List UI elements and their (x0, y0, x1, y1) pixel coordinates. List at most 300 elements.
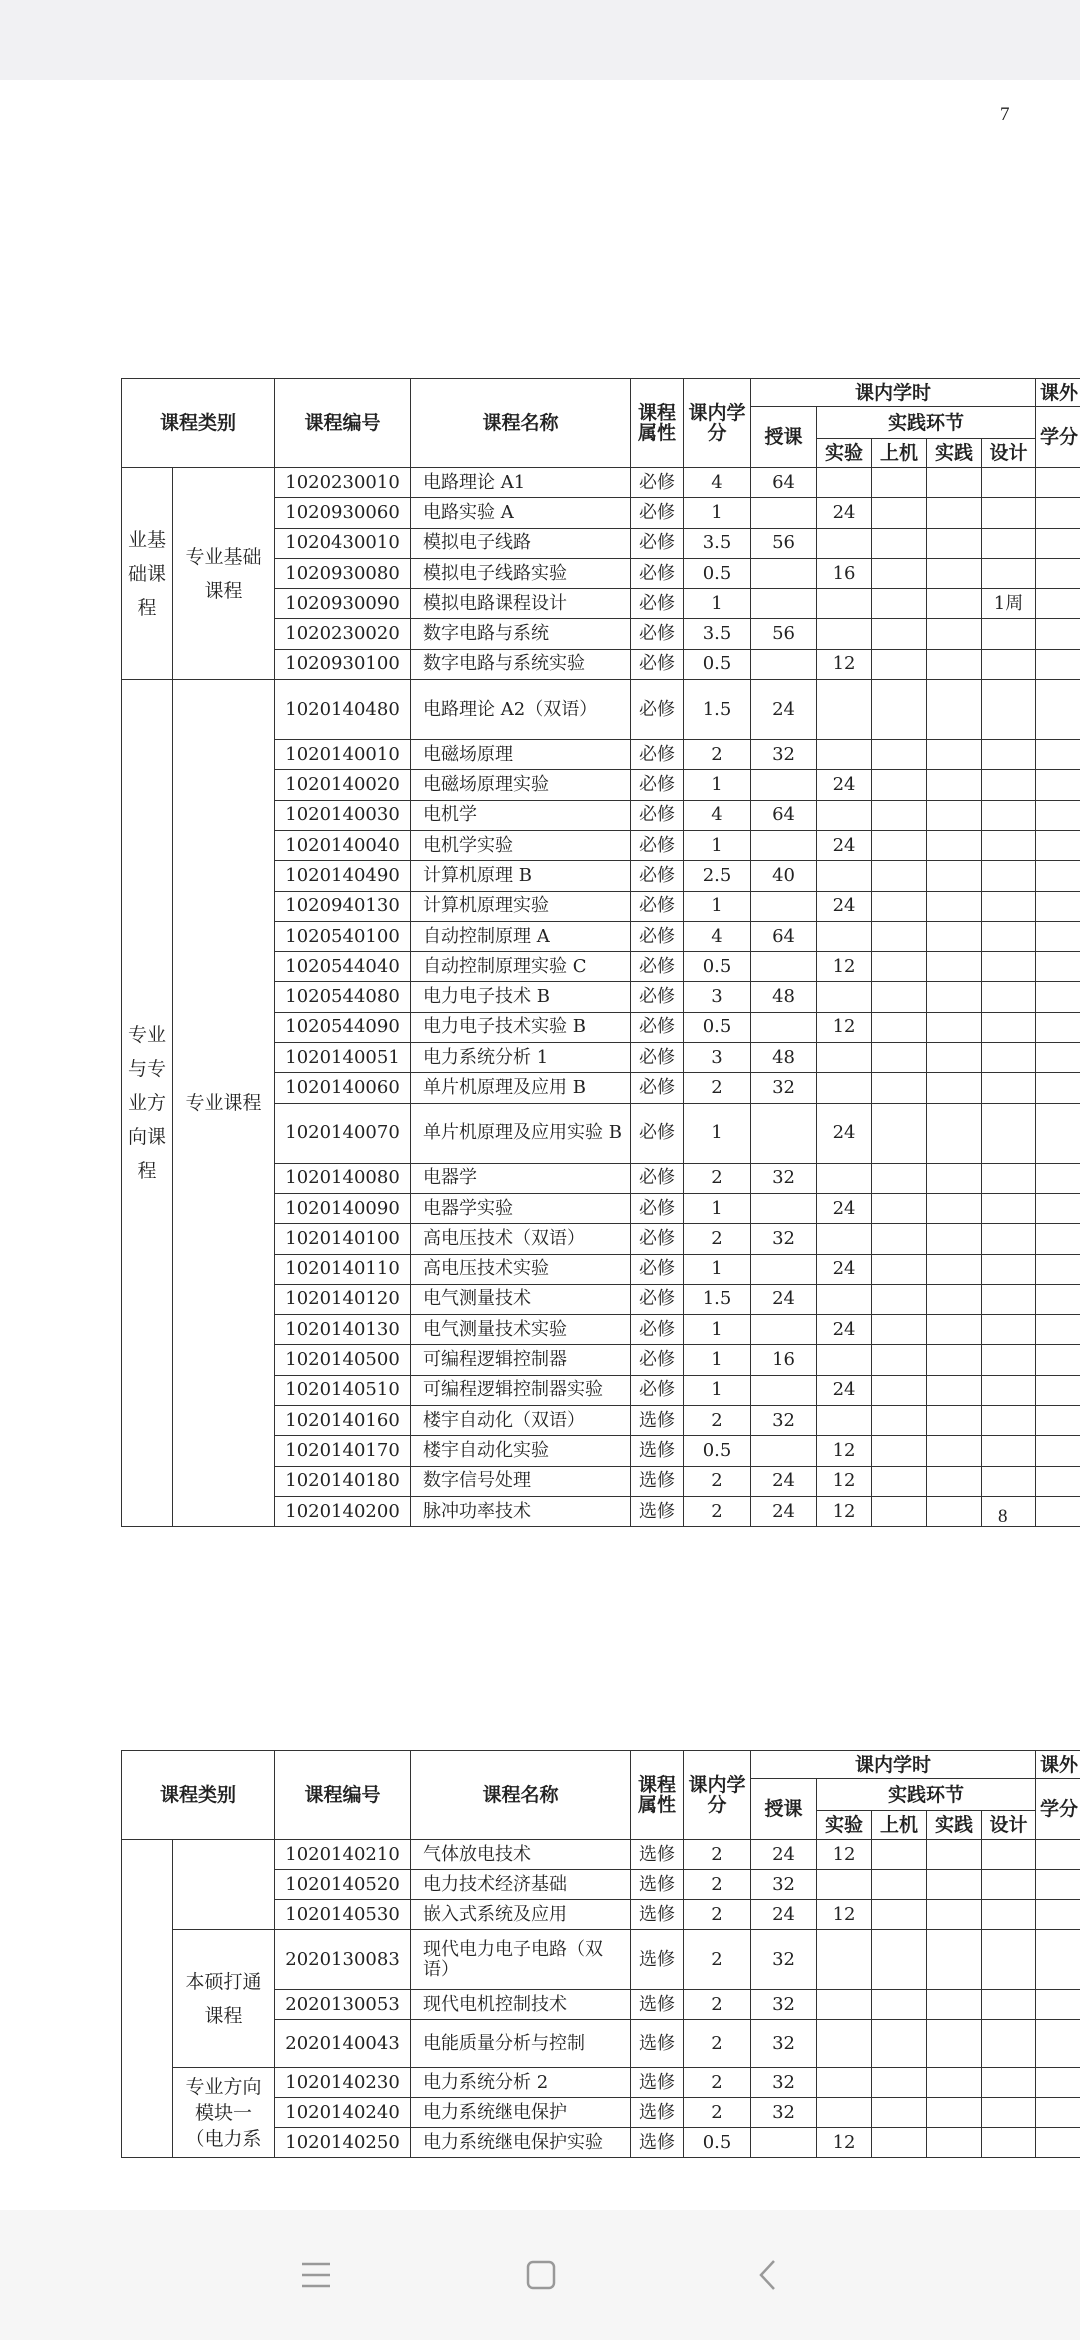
cell-code: 1020140130 (275, 1315, 411, 1345)
cell-design (982, 1436, 1036, 1466)
cell-code: 1020140030 (275, 800, 411, 830)
cell-computer (872, 740, 927, 770)
cell-computer (872, 619, 927, 649)
cell-attr: 选修 (631, 2068, 684, 2098)
cell-code: 1020140180 (275, 1466, 411, 1496)
cell-credit: 1.5 (684, 1284, 751, 1314)
cell-lecture (751, 1375, 817, 1405)
cell-credit: 0.5 (684, 952, 751, 982)
cell-practice (927, 1466, 982, 1496)
cell-design (982, 1870, 1036, 1900)
cell-attr: 必修 (631, 891, 684, 921)
cell-extra-credit (1036, 2098, 1080, 2128)
header-category: 课程类别 (122, 1751, 275, 1840)
cell-attr: 必修 (631, 589, 684, 619)
cell-name: 现代电机控制技术 (411, 1990, 631, 2020)
cell-design (982, 1375, 1036, 1405)
cell-attr: 必修 (631, 468, 684, 498)
cell-computer (872, 952, 927, 982)
cell-credit: 2 (684, 1870, 751, 1900)
cell-practice (927, 1163, 982, 1193)
cell-practice (927, 982, 982, 1012)
cell-extra-credit (1036, 1436, 1080, 1466)
table-row (122, 1840, 1080, 1870)
cell-computer (872, 2098, 927, 2128)
cell-code: 1020140060 (275, 1073, 411, 1103)
cell-code: 1020140210 (275, 1840, 411, 1870)
cell-lecture: 32 (751, 1224, 817, 1254)
subcategory-cell: 专业课程 (173, 680, 275, 1527)
cell-lecture: 64 (751, 921, 817, 951)
cell-code: 1020544090 (275, 1012, 411, 1042)
cell-experiment (817, 740, 872, 770)
cell-code: 1020140040 (275, 830, 411, 860)
cell-design (982, 1466, 1036, 1496)
cell-experiment: 12 (817, 1466, 872, 1496)
cell-credit: 0.5 (684, 1012, 751, 1042)
cell-lecture: 24 (751, 1496, 817, 1526)
cell-practice (927, 558, 982, 588)
menu-icon (300, 2261, 332, 2289)
cell-experiment (817, 1043, 872, 1073)
cell-experiment (817, 1073, 872, 1103)
cell-extra-credit (1036, 1103, 1080, 1163)
cell-attr: 选修 (631, 1840, 684, 1870)
cell-credit: 2 (684, 2068, 751, 2098)
cell-attr: 必修 (631, 1315, 684, 1345)
cell-credit: 1 (684, 770, 751, 800)
cell-attr: 必修 (631, 1073, 684, 1103)
cell-computer (872, 528, 927, 558)
cell-practice (927, 468, 982, 498)
cell-credit: 2 (684, 1406, 751, 1436)
cell-experiment: 12 (817, 1012, 872, 1042)
header-design: 设计 (982, 1811, 1036, 1840)
subcategory-cell: 本硕打通课程 (173, 1930, 275, 2068)
cell-code: 1020140110 (275, 1254, 411, 1284)
cell-lecture: 48 (751, 982, 817, 1012)
cell-design (982, 2020, 1036, 2068)
cell-name: 电气测量技术 (411, 1284, 631, 1314)
cell-lecture (751, 589, 817, 619)
cell-computer (872, 1375, 927, 1405)
cell-design (982, 1012, 1036, 1042)
cell-computer (872, 861, 927, 891)
header-row (122, 1751, 1080, 1779)
cell-computer (872, 1406, 927, 1436)
cell-design (982, 1163, 1036, 1193)
cell-practice (927, 1375, 982, 1405)
cell-attr: 选修 (631, 2020, 684, 2068)
cell-code: 1020140170 (275, 1436, 411, 1466)
cell-credit: 2 (684, 1990, 751, 2020)
cell-code: 1020140120 (275, 1284, 411, 1314)
table-row (122, 468, 1080, 498)
cell-name: 模拟电子线路实验 (411, 558, 631, 588)
cell-credit: 2 (684, 1900, 751, 1930)
cell-credit: 1 (684, 1345, 751, 1375)
cell-extra-credit (1036, 2020, 1080, 2068)
header-code: 课程编号 (275, 379, 411, 468)
cell-lecture: 32 (751, 1930, 817, 1990)
category-cell (122, 1840, 173, 2158)
cell-name: 单片机原理及应用实验 B (411, 1103, 631, 1163)
subcategory-cell: 专业基础课程 (173, 468, 275, 680)
cell-design (982, 861, 1036, 891)
cell-name: 高电压技术（双语） (411, 1224, 631, 1254)
cell-attr: 必修 (631, 1284, 684, 1314)
cell-computer (872, 1073, 927, 1103)
cell-name: 可编程逻辑控制器 (411, 1345, 631, 1375)
cell-practice (927, 1345, 982, 1375)
cell-name: 计算机原理 B (411, 861, 631, 891)
header-row (122, 379, 1080, 407)
cell-credit: 2 (684, 740, 751, 770)
cell-attr: 必修 (631, 649, 684, 679)
header-name: 课程名称 (411, 379, 631, 468)
cell-code: 1020140530 (275, 1900, 411, 1930)
cell-code: 1020140090 (275, 1193, 411, 1223)
menu-button[interactable] (291, 2250, 341, 2300)
cell-attr: 必修 (631, 528, 684, 558)
cell-computer (872, 921, 927, 951)
cell-experiment (817, 1345, 872, 1375)
cell-lecture: 32 (751, 2020, 817, 2068)
cell-experiment (817, 1930, 872, 1990)
header-practice-group: 实践环节 (817, 1779, 1036, 1811)
cell-credit: 0.5 (684, 558, 751, 588)
cell-design (982, 619, 1036, 649)
cell-code: 1020140510 (275, 1375, 411, 1405)
cell-computer (872, 1466, 927, 1496)
cell-credit: 4 (684, 921, 751, 951)
cell-design (982, 1496, 1036, 1526)
cell-name: 计算机原理实验 (411, 891, 631, 921)
cell-credit: 1 (684, 1375, 751, 1405)
category-cell: 业基础课程 (122, 468, 173, 680)
cell-computer (872, 2128, 927, 2158)
cell-extra-credit (1036, 1193, 1080, 1223)
cell-practice (927, 1990, 982, 2020)
cell-extra-credit (1036, 800, 1080, 830)
back-chevron-icon (756, 2258, 780, 2292)
cell-lecture: 32 (751, 1073, 817, 1103)
cell-extra-credit (1036, 468, 1080, 498)
cell-code: 1020544080 (275, 982, 411, 1012)
cell-attr: 必修 (631, 498, 684, 528)
cell-code: 1020140500 (275, 1345, 411, 1375)
cell-extra-credit (1036, 1284, 1080, 1314)
cell-practice (927, 921, 982, 951)
cell-practice (927, 1315, 982, 1345)
cell-practice (927, 770, 982, 800)
cell-extra-credit (1036, 861, 1080, 891)
cell-practice (927, 528, 982, 558)
cell-practice (927, 1496, 982, 1526)
cell-attr: 必修 (631, 1193, 684, 1223)
cell-design (982, 558, 1036, 588)
page-number: 7 (1000, 104, 1010, 125)
cell-name: 电路理论 A1 (411, 468, 631, 498)
cell-design (982, 1284, 1036, 1314)
cell-name: 电力系统继电保护实验 (411, 2128, 631, 2158)
cell-experiment (817, 2098, 872, 2128)
top-status-area (0, 0, 1080, 80)
cell-extra-credit (1036, 1254, 1080, 1284)
table-row (122, 1930, 1080, 1990)
page-number: 8 (998, 1506, 1008, 1527)
cell-name: 嵌入式系统及应用 (411, 1900, 631, 1930)
cell-extra-credit (1036, 1345, 1080, 1375)
cell-practice (927, 1103, 982, 1163)
cell-computer (872, 1345, 927, 1375)
cell-credit: 2 (684, 1466, 751, 1496)
cell-credit: 2 (684, 1073, 751, 1103)
cell-design (982, 2098, 1036, 2128)
cell-attr: 必修 (631, 861, 684, 891)
cell-name: 电机学实验 (411, 830, 631, 860)
cell-experiment (817, 468, 872, 498)
header-experiment: 实验 (817, 1811, 872, 1840)
cell-lecture (751, 1436, 817, 1466)
cell-extra-credit (1036, 1900, 1080, 1930)
cell-attr: 必修 (631, 830, 684, 860)
cell-lecture: 56 (751, 528, 817, 558)
cell-computer (872, 1496, 927, 1526)
cell-code: 1020930080 (275, 558, 411, 588)
home-button[interactable] (516, 2250, 566, 2300)
cell-code: 2020130083 (275, 1930, 411, 1990)
cell-experiment (817, 1163, 872, 1193)
cell-design (982, 1224, 1036, 1254)
cell-experiment: 12 (817, 1496, 872, 1526)
cell-practice (927, 1406, 982, 1436)
header-computer: 上机 (872, 1811, 927, 1840)
cell-design (982, 1043, 1036, 1073)
cell-practice (927, 1930, 982, 1990)
cell-attr: 必修 (631, 1012, 684, 1042)
cell-design (982, 1990, 1036, 2020)
cell-design (982, 1103, 1036, 1163)
cell-name: 电路理论 A2（双语） (411, 680, 631, 740)
cell-credit: 0.5 (684, 1436, 751, 1466)
cell-attr: 必修 (631, 740, 684, 770)
cell-credit: 1 (684, 1193, 751, 1223)
cell-experiment (817, 528, 872, 558)
header-design: 设计 (982, 439, 1036, 468)
cell-lecture: 24 (751, 1284, 817, 1314)
cell-lecture: 32 (751, 1990, 817, 2020)
cell-lecture (751, 649, 817, 679)
header-credit: 课内学分 (684, 379, 751, 468)
cell-design: 1周 (982, 589, 1036, 619)
header-hours: 课内学时 (751, 1751, 1036, 1779)
cell-experiment: 16 (817, 558, 872, 588)
cell-code: 1020230010 (275, 468, 411, 498)
cell-practice (927, 649, 982, 679)
cell-extra-credit (1036, 1012, 1080, 1042)
category-cell: 专业与专业方向课程 (122, 680, 173, 1527)
cell-extra-credit (1036, 1840, 1080, 1870)
cell-attr: 选修 (631, 1496, 684, 1526)
cell-design (982, 800, 1036, 830)
cell-lecture: 40 (751, 861, 817, 891)
cell-attr: 选修 (631, 2098, 684, 2128)
cell-lecture (751, 558, 817, 588)
cell-name: 高电压技术实验 (411, 1254, 631, 1284)
cell-extra-credit (1036, 2128, 1080, 2158)
cell-code: 1020140520 (275, 1870, 411, 1900)
cell-name: 可编程逻辑控制器实验 (411, 1375, 631, 1405)
cell-computer (872, 2020, 927, 2068)
cell-practice (927, 1870, 982, 1900)
cell-experiment (817, 982, 872, 1012)
cell-computer (872, 589, 927, 619)
cell-design (982, 770, 1036, 800)
cell-credit: 3 (684, 982, 751, 1012)
cell-extra-credit (1036, 891, 1080, 921)
cell-computer (872, 1284, 927, 1314)
home-square-icon (525, 2259, 557, 2291)
cell-credit: 1.5 (684, 680, 751, 740)
cell-credit: 2 (684, 1840, 751, 1870)
header-experiment: 实验 (817, 439, 872, 468)
cell-experiment: 24 (817, 770, 872, 800)
course-table-page-7 (121, 378, 1080, 1527)
cell-extra-credit (1036, 921, 1080, 951)
cell-lecture: 32 (751, 2068, 817, 2098)
cell-code: 1020140240 (275, 2098, 411, 2128)
cell-lecture: 32 (751, 1870, 817, 1900)
cell-extra-credit (1036, 740, 1080, 770)
cell-lecture: 48 (751, 1043, 817, 1073)
cell-design (982, 468, 1036, 498)
cell-name: 数字电路与系统实验 (411, 649, 631, 679)
header-code: 课程编号 (275, 1751, 411, 1840)
cell-extra-credit (1036, 649, 1080, 679)
cell-code: 1020140070 (275, 1103, 411, 1163)
header-computer: 上机 (872, 439, 927, 468)
cell-design (982, 1406, 1036, 1436)
cell-experiment (817, 680, 872, 740)
header-extra: 课外 (1036, 1751, 1080, 1779)
cell-computer (872, 680, 927, 740)
cell-design (982, 740, 1036, 770)
cell-extra-credit (1036, 1224, 1080, 1254)
table-row (122, 680, 1080, 740)
cell-name: 楼宇自动化（双语） (411, 1406, 631, 1436)
cell-extra-credit (1036, 1870, 1080, 1900)
header-credit: 课内学分 (684, 1751, 751, 1840)
cell-attr: 选修 (631, 1406, 684, 1436)
cell-code: 1020140020 (275, 770, 411, 800)
subcategory-cell (173, 1840, 275, 1930)
cell-extra-credit (1036, 1990, 1080, 2020)
header-practice: 实践 (927, 1811, 982, 1840)
cell-practice (927, 1254, 982, 1284)
cell-name: 电能质量分析与控制 (411, 2020, 631, 2068)
cell-credit: 1 (684, 891, 751, 921)
cell-credit: 1 (684, 1254, 751, 1284)
cell-lecture (751, 952, 817, 982)
cell-attr: 选修 (631, 1466, 684, 1496)
cell-design (982, 982, 1036, 1012)
cell-credit: 2.5 (684, 861, 751, 891)
cell-name: 电力系统分析 2 (411, 2068, 631, 2098)
cell-attr: 必修 (631, 1375, 684, 1405)
cell-name: 模拟电子线路 (411, 528, 631, 558)
cell-computer (872, 1930, 927, 1990)
cell-experiment: 12 (817, 1840, 872, 1870)
cell-name: 电气测量技术实验 (411, 1315, 631, 1345)
cell-extra-credit (1036, 1315, 1080, 1345)
cell-credit: 2 (684, 1930, 751, 1990)
subcategory-cell: 专业方向模块一（电力系 (173, 2068, 275, 2158)
cell-computer (872, 1315, 927, 1345)
cell-design (982, 528, 1036, 558)
cell-computer (872, 1990, 927, 2020)
cell-computer (872, 1840, 927, 1870)
cell-lecture (751, 830, 817, 860)
cell-practice (927, 619, 982, 649)
cell-experiment: 12 (817, 1436, 872, 1466)
cell-code: 1020540100 (275, 921, 411, 951)
cell-design (982, 1254, 1036, 1284)
cell-extra-credit (1036, 952, 1080, 982)
cell-practice (927, 2098, 982, 2128)
back-button[interactable] (743, 2250, 793, 2300)
cell-name: 气体放电技术 (411, 1840, 631, 1870)
cell-experiment (817, 800, 872, 830)
cell-design (982, 1930, 1036, 1990)
cell-extra-credit (1036, 619, 1080, 649)
cell-name: 电器学实验 (411, 1193, 631, 1223)
cell-experiment (817, 589, 872, 619)
cell-name: 电力技术经济基础 (411, 1870, 631, 1900)
cell-attr: 必修 (631, 921, 684, 951)
cell-computer (872, 1224, 927, 1254)
cell-lecture (751, 1103, 817, 1163)
cell-computer (872, 1103, 927, 1163)
cell-name: 电机学 (411, 800, 631, 830)
cell-practice (927, 1840, 982, 1870)
cell-practice (927, 2068, 982, 2098)
cell-code: 1020230020 (275, 619, 411, 649)
cell-experiment: 24 (817, 498, 872, 528)
cell-credit: 3 (684, 1043, 751, 1073)
header-extra: 课外 (1036, 379, 1080, 407)
cell-name: 数字电路与系统 (411, 619, 631, 649)
cell-computer (872, 558, 927, 588)
cell-computer (872, 891, 927, 921)
cell-lecture (751, 891, 817, 921)
cell-experiment: 24 (817, 830, 872, 860)
cell-lecture: 32 (751, 740, 817, 770)
cell-practice (927, 498, 982, 528)
cell-practice (927, 952, 982, 982)
cell-credit: 4 (684, 468, 751, 498)
cell-lecture (751, 498, 817, 528)
cell-experiment: 24 (817, 1315, 872, 1345)
cell-attr: 必修 (631, 680, 684, 740)
system-navigation-bar (0, 2210, 1080, 2340)
cell-name: 电力电子技术 B (411, 982, 631, 1012)
cell-computer (872, 1163, 927, 1193)
cell-design (982, 952, 1036, 982)
cell-credit: 3.5 (684, 619, 751, 649)
cell-computer (872, 649, 927, 679)
cell-attr: 必修 (631, 1254, 684, 1284)
